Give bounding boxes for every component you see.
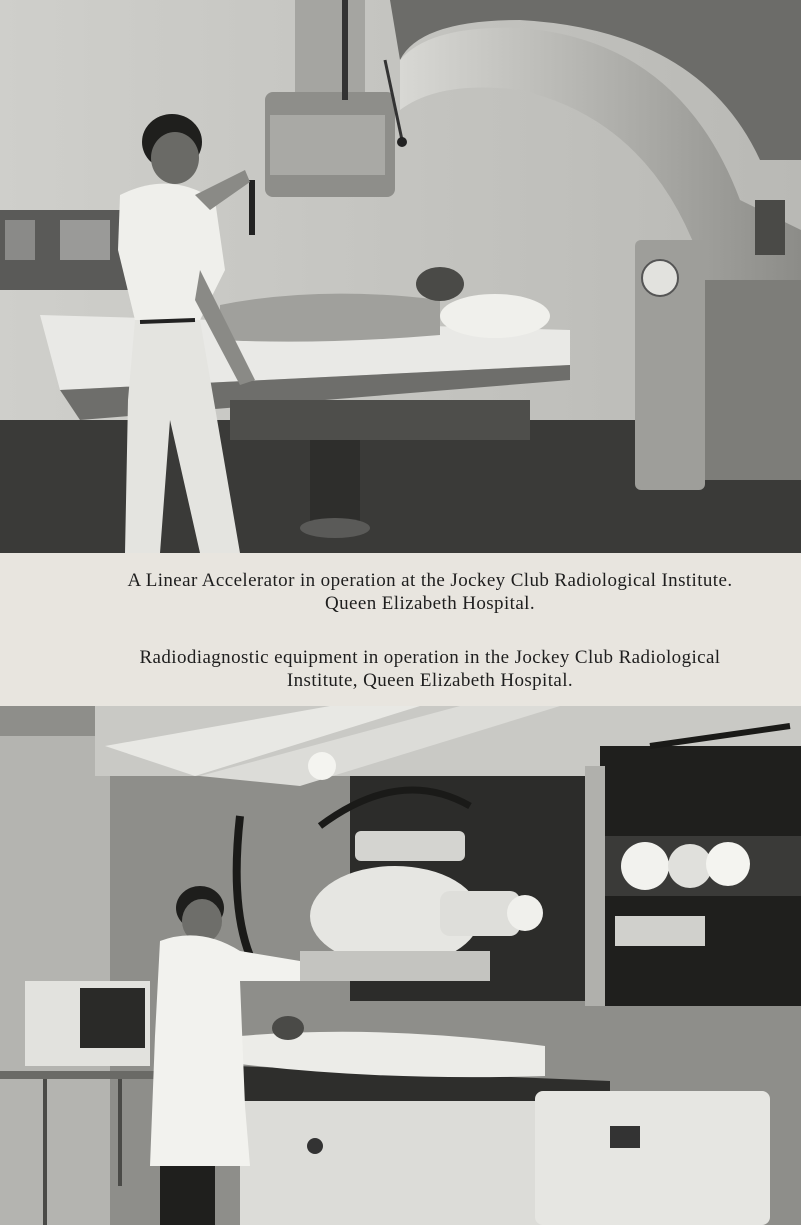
caption-line: Radiodiagnostic equipment in operation in the Jockey Club Radiological [139, 647, 721, 668]
linear-accelerator-caption [60, 569, 800, 615]
linear-accelerator-illustration [0, 0, 801, 553]
caption-line: A Linear Accelerator in operation at the Jockey Club Radiological Institute. [127, 570, 733, 591]
linear-accelerator-photo [0, 0, 801, 553]
radiodiagnostic-illustration [0, 706, 801, 1225]
radiodiagnostic-equipment-photo [0, 706, 801, 1225]
caption-line: Queen Elizabeth Hospital. [325, 593, 535, 614]
caption-line: Institute, Queen Elizabeth Hospital. [286, 670, 574, 691]
radiodiagnostic-caption [60, 646, 800, 692]
